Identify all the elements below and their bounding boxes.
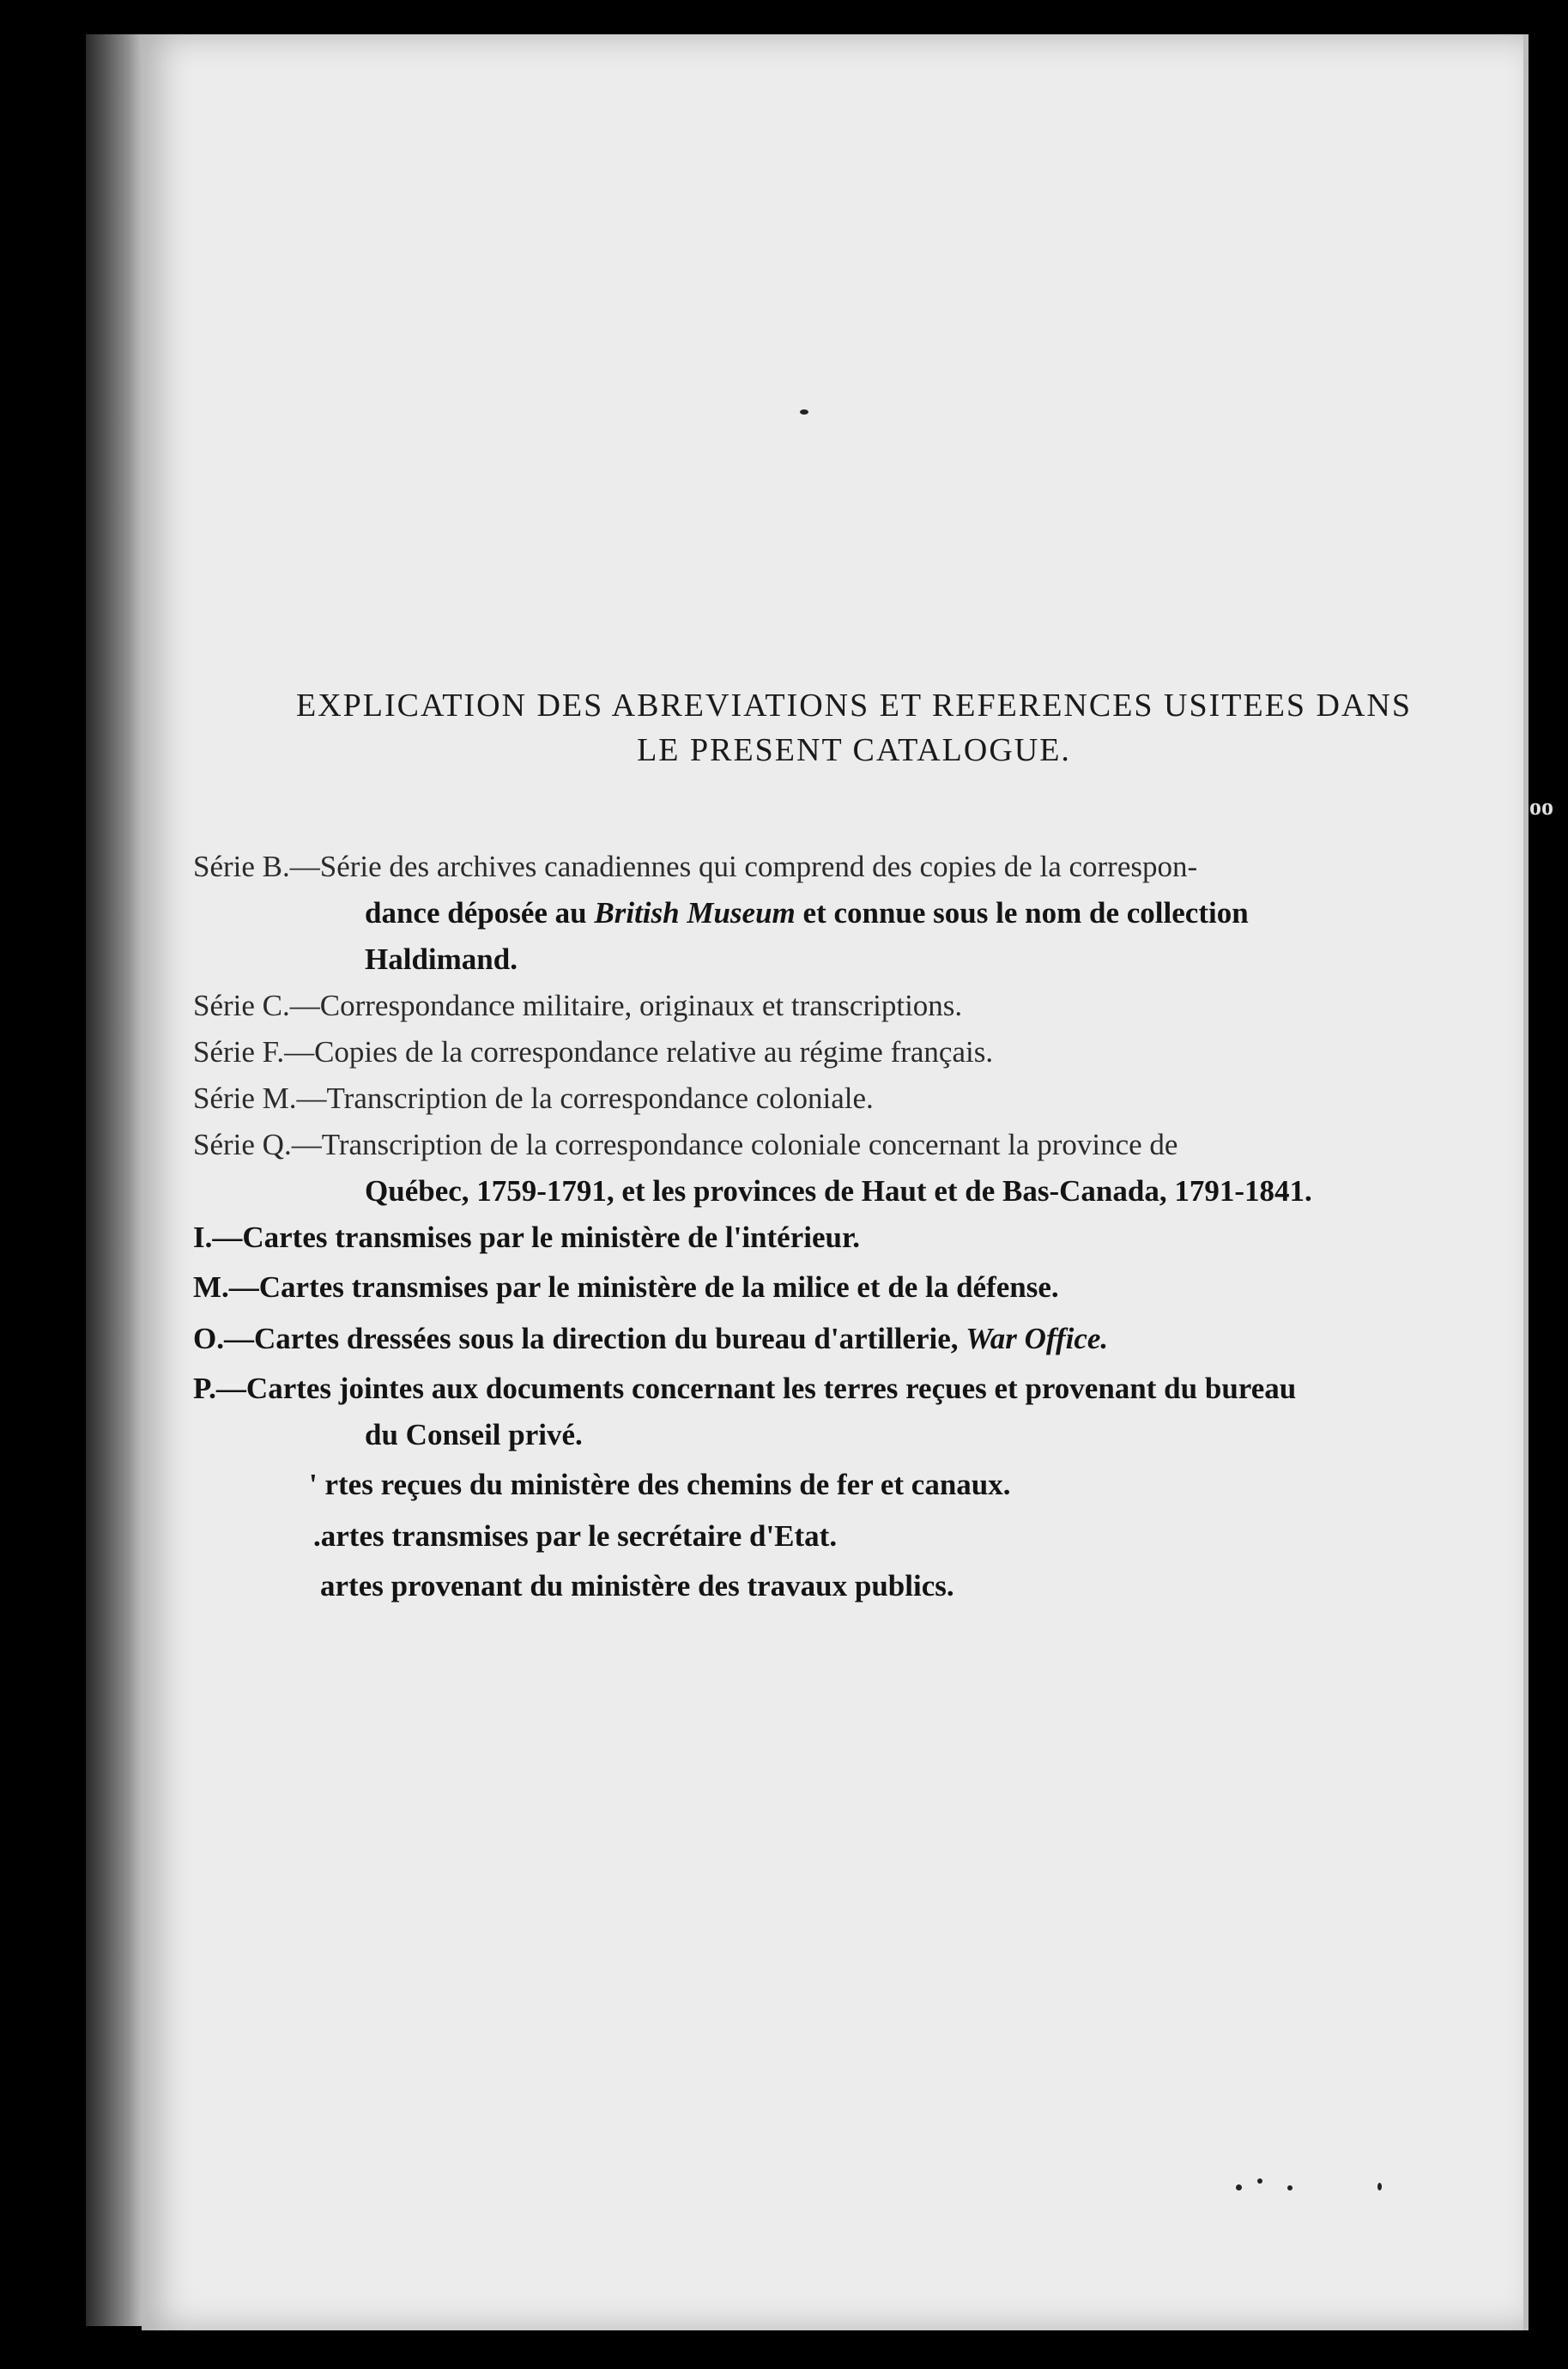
entry-i: I.—Cartes transmises par le ministère de l'intérieur. <box>193 1221 861 1254</box>
page-edge <box>1523 34 1529 2330</box>
entry-p-line-1: P.—Cartes jointes aux documents concernant les terres reçues et provenant du bureau <box>193 1372 1297 1405</box>
heading-line-2: LE PRESENT CATALOGUE. <box>637 732 1071 768</box>
entry-partial-3: artes provenant du ministère des travaux publics. <box>320 1569 954 1603</box>
entry-p-line-2: du Conseil privé. <box>365 1418 583 1451</box>
heading-line-1: EXPLICATION DES ABREVIATIONS ET REFERENCES USITEES DANS <box>295 688 1413 724</box>
scan-speck <box>1377 2183 1382 2190</box>
entry-serie-q-line-2: Québec, 1759-1791, et les provinces de Haut et de Bas-Canada, 1791-1841. <box>365 1174 1312 1208</box>
page-sheet <box>142 34 1523 2330</box>
entry-serie-m: Série M.—Transcription de la correspondance coloniale. <box>193 1082 874 1115</box>
entry-partial-2: .artes transmises par le secrétaire d'Etat. <box>313 1519 838 1553</box>
entry-serie-b-line-2: dance déposée au British Museum et connue sous le nom de collection <box>365 896 1249 930</box>
scan-speck <box>1257 2178 1262 2184</box>
scan-speck <box>1287 2185 1293 2190</box>
entry-serie-q-line-1: Série Q.—Transcription de la correspondance coloniale concernant la province de <box>193 1128 1178 1161</box>
entry-o: O.—Cartes dressées sous la direction du bureau d'artillerie, War Office. <box>193 1322 1109 1355</box>
entry-serie-c: Série C.—Correspondance militaire, originaux et transcriptions. <box>193 989 963 1022</box>
entry-serie-f: Série F.—Copies de la correspondance relative au régime français. <box>193 1035 994 1069</box>
scan-speck <box>1236 2184 1242 2190</box>
book-gutter <box>86 34 146 2326</box>
margin-fragment: oo <box>1529 794 1553 821</box>
scan-speck <box>800 409 808 415</box>
entry-serie-b-line-3: Haldimand. <box>365 942 518 976</box>
entry-partial-1: ' rtes reçues du ministère des chemins de fer et canaux. <box>309 1468 1011 1501</box>
entry-serie-b-line-1: Série B.—Série des archives canadiennes qui comprend des copies de la correspon- <box>193 850 1198 883</box>
entry-m: M.—Cartes transmises par le ministère de la milice et de la défense. <box>193 1270 1059 1304</box>
